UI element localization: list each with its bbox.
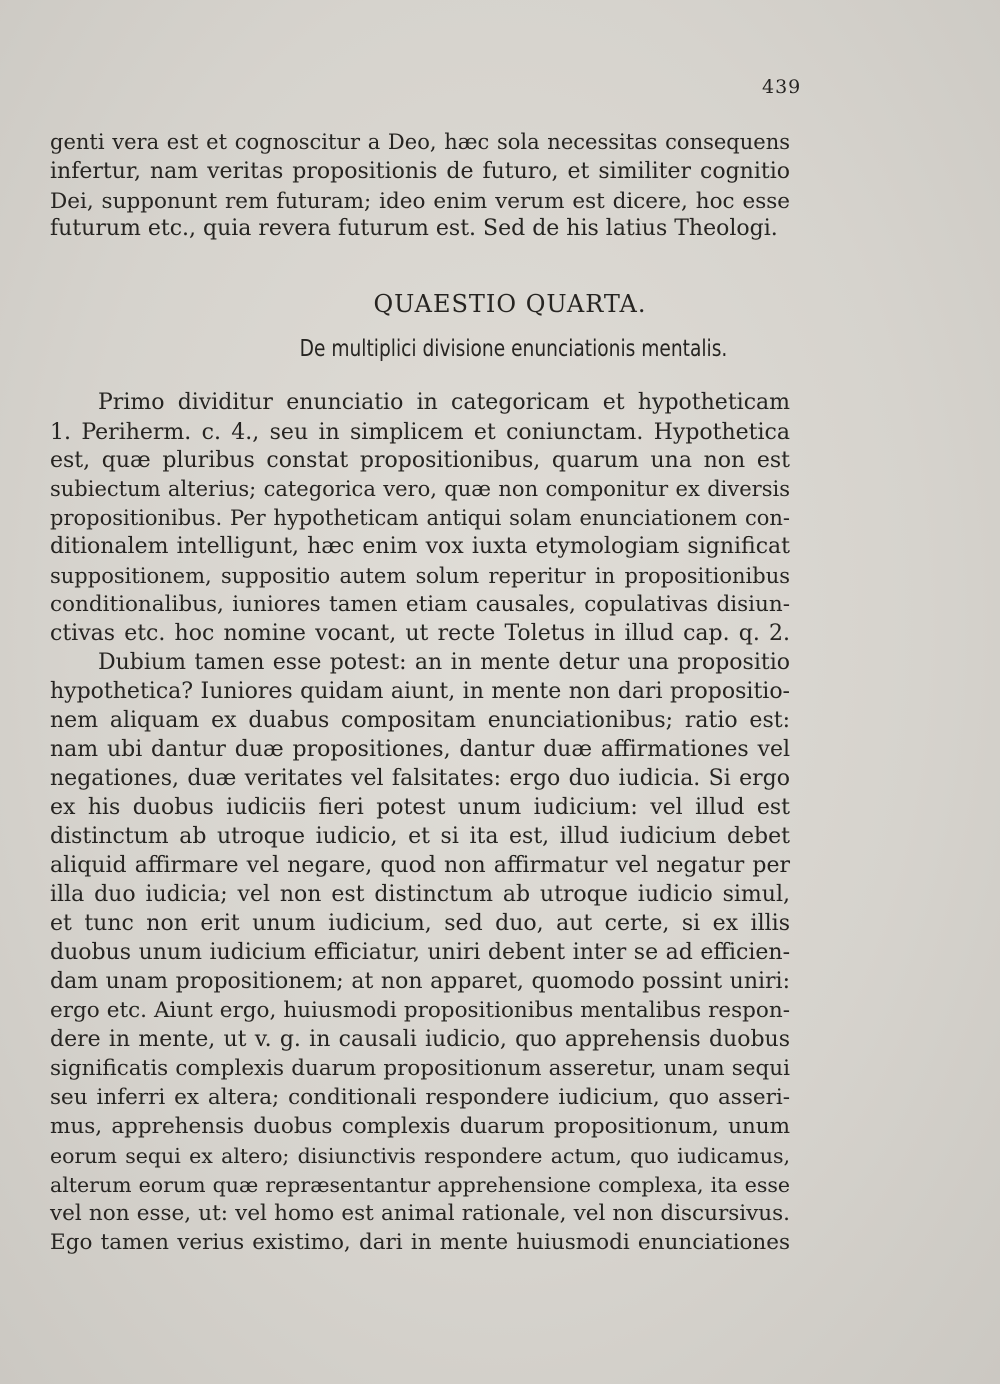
text-line: genti vera est et cognoscitur a Deo, hæc sola necessitas consequens xyxy=(50,130,790,154)
text-line: conditionalibus, iuniores tamen etiam causales, copulativas disiun- xyxy=(50,592,790,617)
text-line: futurum etc., quia revera futurum est. Sed de his latius Theologi. xyxy=(50,216,778,241)
text-line: eorum sequi ex altero; disiunctivis respondere actum, quo iudicamus, xyxy=(50,1144,790,1168)
text-line: Dubium tamen esse potest: an in mente detur una propositio xyxy=(98,650,790,675)
text-line: seu inferri ex altera; conditionali respondere iudicium, quo asseri- xyxy=(50,1085,790,1110)
text-line: ctivas etc. hoc nomine vocant, ut recte Toletus in illud cap. q. 2. xyxy=(50,621,790,646)
text-line: nam ubi dantur duæ propositiones, dantur duæ affirmationes vel xyxy=(50,737,790,762)
text-line: aliquid affirmare vel negare, quod non affirmatur vel negatur per xyxy=(50,853,790,878)
text-line: est, quæ pluribus constat propositionibus, quarum una non est xyxy=(50,448,790,473)
section-title: QUAESTIO QUARTA. xyxy=(373,290,647,318)
text-line: ergo etc. Aiunt ergo, huiusmodi propositionibus mentalibus respon- xyxy=(50,998,790,1023)
text-line: 1. Periherm. c. 4., seu in simplicem et coniunctam. Hypothetica xyxy=(50,420,790,445)
text-line: Dei, supponunt rem futuram; ideo enim verum est dicere, hoc esse xyxy=(50,189,790,214)
text-line: mus, apprehensis duobus complexis duarum propositionum, unum xyxy=(50,1114,790,1139)
text-line: suppositionem, suppositio autem solum reperitur in propositionibus xyxy=(50,564,790,588)
text-line: Primo dividitur enunciatio in categoricam et hypotheticam xyxy=(98,390,790,415)
text-line: Ego tamen verius existimo, dari in mente huiusmodi enunciationes xyxy=(50,1230,790,1255)
text-line: vel non esse, ut: vel homo est animal rationale, vel non discursivus. xyxy=(50,1201,790,1226)
text-line: ex his duobus iudiciis fieri potest unum iudicium: vel illud est xyxy=(50,795,790,820)
text-line: et tunc non erit unum iudicium, sed duo, aut certe, si ex illis xyxy=(50,911,790,936)
text-line: propositionibus. Per hypotheticam antiqui solam enunciationem con- xyxy=(50,506,790,530)
text-line: negationes, duæ veritates vel falsitates: ergo duo iudicia. Si ergo xyxy=(50,766,790,791)
text-line: nem aliquam ex duabus compositam enunciationibus; ratio est: xyxy=(50,708,790,733)
text-line: dam unam propositionem; at non apparet, quomodo possint uniri: xyxy=(50,969,790,994)
text-line: hypothetica? Iuniores quidam aiunt, in mente non dari propositio- xyxy=(50,679,790,704)
page-number: 439 xyxy=(762,76,802,98)
text-line: alterum eorum quæ repræsentantur apprehensione complexa, ita esse xyxy=(50,1173,790,1197)
text-line: ditionalem intelligunt, hæc enim vox iuxta etymologiam significat xyxy=(50,534,790,559)
text-line: subiectum alterius; categorica vero, quæ non componitur ex diversis xyxy=(50,477,790,501)
text-line: distinctum ab utroque iudicio, et si ita est, illud iudicium debet xyxy=(50,824,790,849)
text-line: duobus unum iudicium efficiatur, uniri debent inter se ad efficien- xyxy=(50,940,790,965)
text-line: infertur, nam veritas propositionis de futuro, et similiter cognitio xyxy=(50,159,790,184)
text-line: significatis complexis duarum propositionum asseretur, unam sequi xyxy=(50,1056,790,1081)
section-subtitle: De multiplici divisione enunciationis mentalis. xyxy=(299,336,728,362)
text-line: illa duo iudicia; vel non est distinctum ab utroque iudicio simul, xyxy=(50,882,790,907)
text-line: dere in mente, ut v. g. in causali iudicio, quo apprehensis duobus xyxy=(50,1027,790,1052)
